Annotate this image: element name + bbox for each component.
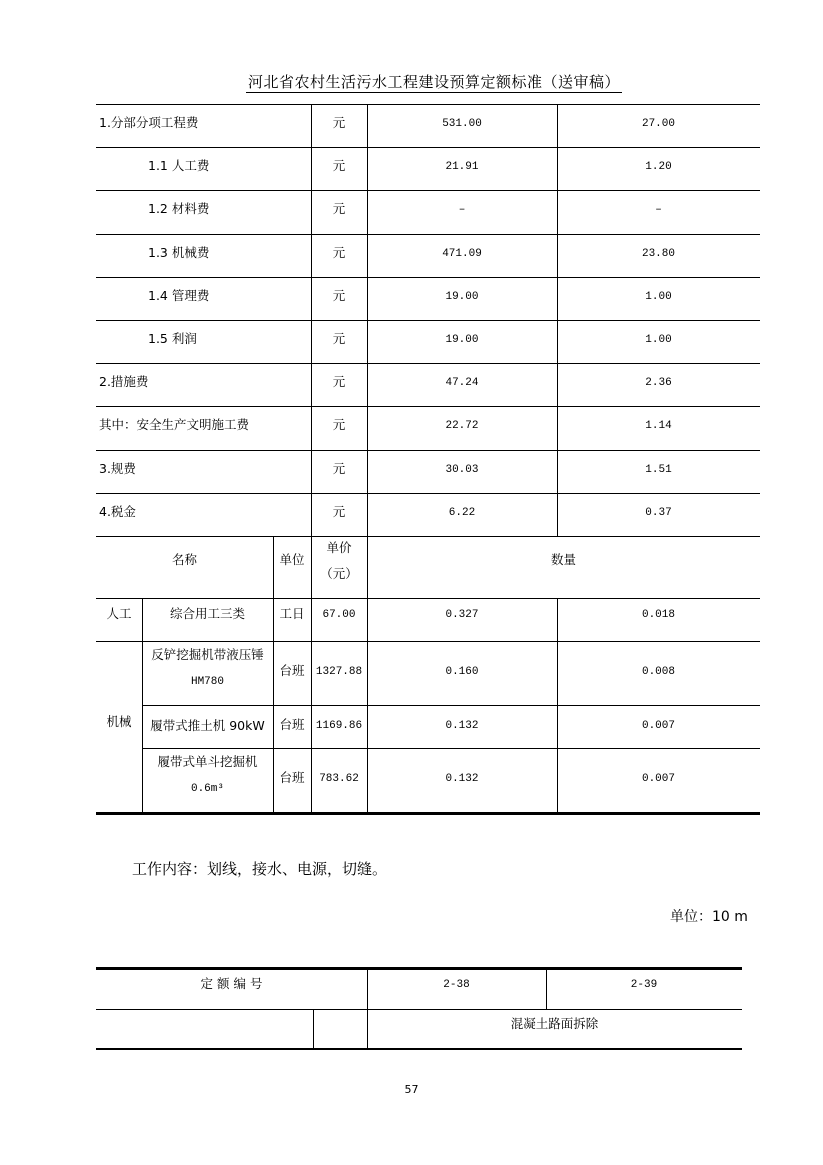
table-top-rule — [96, 967, 742, 970]
cost-item-label: 2.措施费 — [99, 374, 149, 389]
cost-value-2-39: 1.20 — [645, 161, 672, 173]
resource-unit: 台班 — [279, 717, 305, 732]
page-number: 57 — [404, 1083, 419, 1096]
cost-item-unit: 元 — [332, 158, 346, 173]
resource-qty-2-38: 0.132 — [445, 720, 479, 732]
cost-value-2-38: 471.09 — [442, 248, 482, 260]
category-machinery: 机械 — [106, 714, 132, 729]
resource-qty-2-39: 0.007 — [641, 720, 675, 732]
cost-value-2-39: 0.37 — [645, 507, 672, 519]
resource-name: 综合用工三类 — [169, 606, 245, 621]
row-divider — [96, 450, 760, 451]
cost-item-unit: 元 — [332, 331, 346, 346]
resource-unit: 工日 — [279, 606, 305, 621]
resource-qty-2-38: 0.160 — [445, 666, 479, 678]
cost-value-2-38: 6.22 — [448, 507, 476, 519]
cost-value-2-39: 1.51 — [645, 464, 672, 476]
cost-item-label: 1.3 机械费 — [148, 245, 210, 260]
cost-item-label: 1.2 材料费 — [148, 201, 210, 216]
document-title: 河北省农村生活污水工程建设预算定额标准（送审稿） — [248, 73, 621, 91]
header-name: 名称 — [171, 552, 197, 567]
row-divider — [142, 705, 760, 706]
resource-unit: 台班 — [279, 663, 305, 678]
resource-qty-2-39: 0.007 — [641, 773, 675, 785]
unit-label: 单位：10 m — [670, 909, 748, 925]
row-divider — [96, 1009, 742, 1010]
resource-price: 783.62 — [319, 773, 359, 785]
cost-value-2-39: 27.00 — [641, 118, 675, 130]
row-divider — [96, 104, 760, 105]
cost-value-2-38: 19.00 — [445, 334, 479, 346]
row-divider — [96, 277, 760, 278]
resource-qty-2-38: 0.132 — [445, 773, 479, 785]
header-unit: 单位 — [279, 552, 305, 567]
cost-item-label: 其中：安全生产文明施工费 — [99, 417, 250, 432]
cost-value-2-38: 47.24 — [445, 377, 479, 389]
cost-item-label: 1.5 利润 — [148, 331, 197, 346]
cost-item-unit: 元 — [332, 417, 346, 432]
resource-price: 1169.86 — [315, 720, 363, 732]
resource-name: 履带式推土机 90kW — [150, 718, 265, 733]
row-divider — [96, 190, 760, 191]
cost-value-2-39: 23.80 — [641, 248, 675, 260]
resource-name: 履带式单斗挖掘机 — [157, 754, 258, 769]
item-name: 混凝土路面拆除 — [510, 1016, 599, 1031]
table-bottom-rule — [96, 812, 760, 815]
resource-name: 反铲挖掘机带液压锤 — [151, 647, 264, 662]
row-divider — [96, 536, 760, 537]
resource-price: 1327.88 — [315, 666, 363, 678]
col-divider — [313, 1010, 314, 1049]
cost-item-label: 3.规费 — [99, 461, 136, 476]
header-price-unit: （元） — [320, 566, 358, 581]
row-divider — [96, 406, 760, 407]
cost-item-unit: 元 — [332, 504, 346, 519]
cost-value-2-38: 30.03 — [445, 464, 479, 476]
cost-value-2-38: 22.72 — [445, 420, 479, 432]
table-bottom-rule — [96, 1048, 742, 1050]
quota-code: 2-38 — [443, 979, 470, 991]
quota-number-label: 定 额 编 号 — [200, 976, 263, 991]
cost-item-label: 1.分部分项工程费 — [99, 115, 199, 130]
cost-value-2-38: 21.91 — [445, 161, 479, 173]
row-divider — [96, 641, 760, 642]
cost-item-label: 4.税金 — [99, 504, 136, 519]
cost-value-2-38: 531.00 — [442, 118, 482, 130]
row-divider — [142, 748, 760, 749]
row-divider — [96, 363, 760, 364]
header-price: 单价 — [326, 540, 352, 555]
cost-value-2-39: 1.00 — [645, 334, 672, 346]
cost-item-label: 1.4 管理费 — [148, 288, 210, 303]
cost-item-unit: 元 — [332, 245, 346, 260]
cost-item-label: 1.1 人工费 — [148, 158, 210, 173]
cost-value-2-39: 1.14 — [645, 420, 672, 432]
row-divider — [96, 234, 760, 235]
cost-value-2-39: 2.36 — [645, 377, 672, 389]
resource-qty-2-38: 0.327 — [445, 609, 479, 621]
resource-unit: 台班 — [279, 770, 305, 785]
resource-qty-2-39: 0.008 — [641, 666, 675, 678]
cost-item-unit: 元 — [332, 374, 346, 389]
cost-value-2-39: 1.00 — [645, 291, 672, 303]
cost-value-2-38: 19.00 — [445, 291, 479, 303]
cost-item-unit: 元 — [332, 461, 346, 476]
row-divider — [96, 493, 760, 494]
resource-qty-2-39: 0.018 — [641, 609, 675, 621]
cost-item-unit: 元 — [332, 201, 346, 216]
resource-price: 67.00 — [322, 609, 356, 621]
category-labor: 人工 — [106, 606, 132, 621]
quota-code: 2-39 — [630, 979, 658, 991]
work-content: 工作内容：划线，接水、电源，切缝。 — [132, 860, 388, 878]
row-divider — [96, 320, 760, 321]
cost-value-2-39: – — [655, 204, 662, 216]
row-divider — [96, 147, 760, 148]
cost-item-unit: 元 — [332, 288, 346, 303]
cost-item-unit: 元 — [332, 115, 346, 130]
cost-value-2-38: – — [458, 204, 466, 216]
resource-spec: 0.6m³ — [190, 783, 224, 795]
resource-spec: HM780 — [190, 676, 224, 688]
row-divider — [96, 598, 760, 599]
header-quantity: 数量 — [550, 552, 576, 567]
